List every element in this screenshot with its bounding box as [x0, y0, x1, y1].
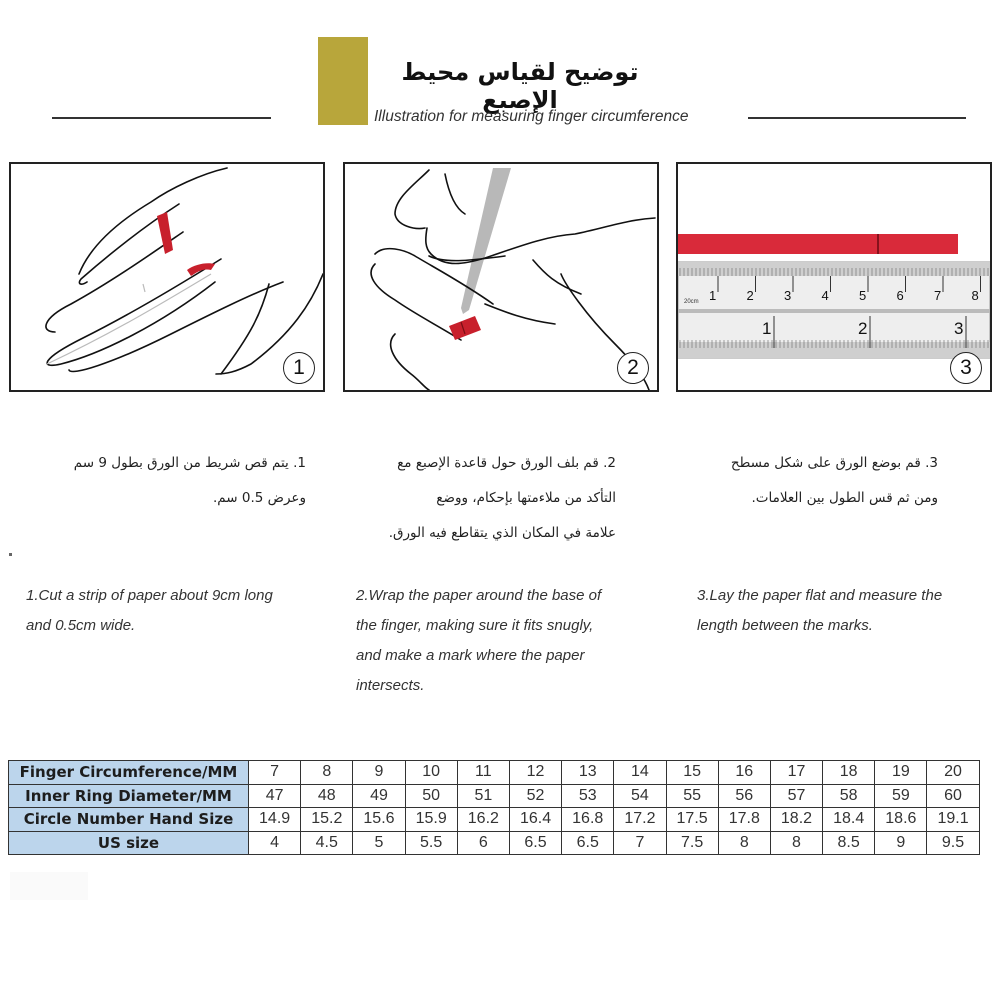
table-row — [9, 784, 980, 808]
text-line: the finger, making sure it fits snugly, — [356, 617, 594, 634]
ruler-top-label: 6 — [896, 288, 904, 303]
table-cell: 52 — [509, 784, 561, 808]
ring-size-table — [8, 760, 980, 855]
table-cell: 11 — [457, 761, 509, 785]
ruler-bottom-label: 1 — [762, 319, 772, 338]
table-cell: 6 — [457, 831, 509, 855]
step-number-badge: 3 — [950, 352, 982, 384]
table-cell: 60 — [927, 784, 979, 808]
ruler-top-label: 7 — [934, 288, 942, 303]
table-cell: 47 — [249, 784, 301, 808]
step-3-illustration-panel — [676, 162, 992, 392]
ruler-unit-label: 20cm — [684, 299, 699, 305]
table-cell: 48 — [301, 784, 353, 808]
table-cell: 55 — [666, 784, 718, 808]
table-cell: 14.9 — [249, 808, 301, 832]
page-title-english: Illustration for measuring finger circumference — [374, 108, 689, 125]
ruler-top-label: 2 — [746, 288, 754, 303]
table-cell: 17 — [770, 761, 822, 785]
table-cell: 19.1 — [927, 808, 979, 832]
table-cell: 15.2 — [301, 808, 353, 832]
ruler-bottom-label: 2 — [858, 319, 868, 338]
header-divider-left — [52, 117, 271, 119]
table-cell: 17.5 — [666, 808, 718, 832]
table-cell: 15.6 — [353, 808, 405, 832]
table-cell: 8 — [301, 761, 353, 785]
table-row — [9, 808, 980, 832]
table-cell: 14 — [614, 761, 666, 785]
table-cell: 12 — [509, 761, 561, 785]
table-cell: 9 — [875, 831, 927, 855]
pen-marking-paper-on-finger-icon — [345, 164, 657, 390]
table-cell: 18.6 — [875, 808, 927, 832]
measured-paper-strip — [678, 234, 958, 254]
text-line: length between the marks. — [697, 617, 873, 634]
table-cell: 19 — [875, 761, 927, 785]
table-cell: 4 — [249, 831, 301, 855]
table-cell: 53 — [562, 784, 614, 808]
table-cell: 56 — [718, 784, 770, 808]
step-1-arabic-text — [30, 446, 306, 516]
step-2-illustration-panel — [343, 162, 659, 392]
table-cell: 18.2 — [770, 808, 822, 832]
table-cell: 58 — [823, 784, 875, 808]
title-accent-block — [318, 37, 368, 125]
step-1-english-text — [26, 581, 326, 641]
row-header: Inner Ring Diameter/MM — [9, 784, 249, 808]
table-cell: 5 — [353, 831, 405, 855]
table-cell: 50 — [405, 784, 457, 808]
ruler-top-label: 8 — [971, 288, 979, 303]
text-line: 3. قم بوضع الورق على شكل مسطح — [730, 455, 938, 471]
table-cell: 9 — [353, 761, 405, 785]
table-cell: 16.4 — [509, 808, 561, 832]
table-cell: 20 — [927, 761, 979, 785]
text-line: 2.Wrap the paper around the base of — [356, 587, 602, 604]
pen-icon — [461, 168, 511, 314]
table-cell: 18.4 — [823, 808, 875, 832]
table-cell: 7.5 — [666, 831, 718, 855]
header-divider-right — [748, 117, 966, 119]
stray-dot — [9, 553, 12, 556]
text-line: التأكد من ملاءمتها بإحكام، ووضع — [436, 490, 616, 506]
table-cell: 18 — [823, 761, 875, 785]
row-header: Circle Number Hand Size — [9, 808, 249, 832]
table-cell: 13 — [562, 761, 614, 785]
text-line: and 0.5cm wide. — [26, 617, 136, 634]
hand-with-paper-strip-icon — [11, 164, 323, 390]
table-cell: 57 — [770, 784, 822, 808]
table-cell: 4.5 — [301, 831, 353, 855]
text-line: 3.Lay the paper flat and measure the — [697, 587, 943, 604]
table-cell: 17.8 — [718, 808, 770, 832]
row-header: Finger Circumference/MM — [9, 761, 249, 785]
step-number-badge: 2 — [617, 352, 649, 384]
table-cell: 8 — [718, 831, 770, 855]
step-3-english-text — [697, 581, 997, 641]
table-cell: 6.5 — [562, 831, 614, 855]
text-line: 2. قم بلف الورق حول قاعدة الإصبع مع — [397, 455, 616, 471]
table-cell: 10 — [405, 761, 457, 785]
page-title-arabic: توضيح لقياس محيط الإصبع — [401, 58, 639, 114]
table-row — [9, 831, 980, 855]
table-cell: 49 — [353, 784, 405, 808]
step-number-badge: 1 — [283, 352, 315, 384]
table-cell: 6.5 — [509, 831, 561, 855]
row-header: US size — [9, 831, 249, 855]
ruler-top-label: 1 — [709, 288, 717, 303]
table-cell: 16.8 — [562, 808, 614, 832]
table-cell: 15.9 — [405, 808, 457, 832]
table-cell: 7 — [249, 761, 301, 785]
text-line: intersects. — [356, 677, 425, 694]
ruler-bottom-label: 3 — [954, 319, 964, 338]
table-cell: 15 — [666, 761, 718, 785]
table-cell: 16 — [718, 761, 770, 785]
table-cell: 16.2 — [457, 808, 509, 832]
text-line: and make a mark where the paper — [356, 647, 585, 664]
paper-strip-mark — [449, 316, 481, 340]
table-row — [9, 761, 980, 785]
ruler-top-label: 3 — [784, 288, 792, 303]
table-cell: 54 — [614, 784, 666, 808]
ruler-top-label: 4 — [821, 288, 829, 303]
text-line: 1. يتم قص شريط من الورق بطول 9 سم — [73, 455, 306, 471]
faint-background-patch — [10, 872, 88, 900]
text-line: علامة في المكان الذي يتقاطع فيه الورق. — [388, 525, 616, 541]
table-cell: 8.5 — [823, 831, 875, 855]
table-cell: 51 — [457, 784, 509, 808]
text-line: 1.Cut a strip of paper about 9cm long — [26, 587, 273, 604]
step-1-illustration-panel — [9, 162, 325, 392]
text-line: وعرض 0.5 سم. — [212, 490, 306, 506]
step-2-arabic-text — [350, 446, 616, 551]
ruler-top-label: 5 — [859, 288, 867, 303]
text-line: ومن ثم قس الطول بين العلامات. — [751, 490, 938, 506]
table-cell: 7 — [614, 831, 666, 855]
table-cell: 8 — [770, 831, 822, 855]
paper-strip-on-ruler-icon — [678, 164, 990, 390]
step-2-english-text — [356, 581, 656, 701]
table-cell: 5.5 — [405, 831, 457, 855]
table-cell: 9.5 — [927, 831, 979, 855]
step-3-arabic-text — [690, 446, 938, 516]
table-cell: 59 — [875, 784, 927, 808]
table-cell: 17.2 — [614, 808, 666, 832]
